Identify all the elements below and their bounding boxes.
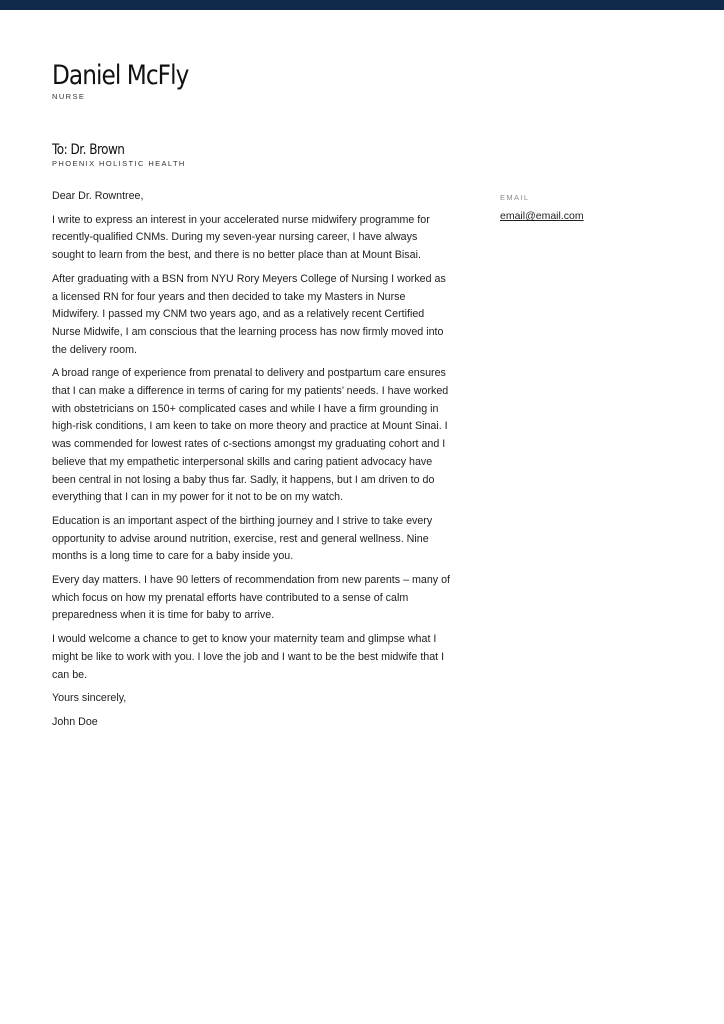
email-link[interactable]: email@email.com [500, 210, 584, 222]
sender-role: NURSE [52, 92, 86, 101]
paragraph-1: I write to express an interest in your accelerated nurse midwifery programme for recently-qualified CNMs. During my seven-year nursing career, I have always sought to learn from the best, and there is no better place than at Mount Bisai. [52, 213, 430, 262]
letter-header [52, 60, 211, 102]
salutation: Dear Dr. Rowntree, [52, 190, 144, 202]
paragraph-4: Education is an important aspect of the birthing journey and I strive to take every opportunity to advise around nutrition, exercise, rest and general wellness. Nine months is a long time to care for a baby inside you. [52, 514, 433, 563]
signature: John Doe [52, 715, 98, 728]
paragraph-2: After graduating with a BSN from NYU Rory Meyers College of Nursing I worked as a licensed RN for four years and then decided to take my Masters in Nurse Midwifery. I passed my CNM two years ago, and as a relatively recent Certified Nurse Midwife, I am conscious that the learning process has now firmly moved into the delivery room. [52, 272, 446, 356]
top-accent-bar [0, 0, 724, 10]
recipient-name: To: Dr. Brown [52, 142, 125, 158]
sender-name: Daniel McFly [52, 60, 189, 91]
letter-body [52, 188, 452, 738]
recipient-company: PHOENIX HOLISTIC HEALTH [52, 159, 186, 168]
paragraph-6: I would welcome a chance to get to know your maternity team and glimpse what I might be like to work with you. I love the job and I want to be the best midwife that I can be. [52, 633, 445, 681]
paragraph-3: A broad range of experience from prenatal to delivery and postpartum care ensures that I can make a difference in terms of caring for my patients’ needs. I have worked with obstetricians on 150+ complicated cases and while I have a firm grounding in high-risk conditions, I am keen to take on more theory and practice at Mount Sinai. I was commended for lowest rates of c-sections amongst my graduating cohort and I believe that my empathetic interpersonal skills and caring patient advocacy have been central in not losing a baby thus far. Sadly, it happens, but I am driven to do everything that I can in my power for it not to be on my watch. [52, 367, 449, 504]
contact-sidebar [500, 193, 584, 224]
paragraph-5: Every day matters. I have 90 letters of recommendation from new parents – many of which focus on how my prenatal efforts have contributed to a sense of calm preparedness when it is time for baby to arrive. [52, 574, 450, 622]
closing: Yours sincerely, [52, 692, 127, 705]
email-label: EMAIL [500, 193, 530, 202]
recipient-block [52, 142, 186, 168]
